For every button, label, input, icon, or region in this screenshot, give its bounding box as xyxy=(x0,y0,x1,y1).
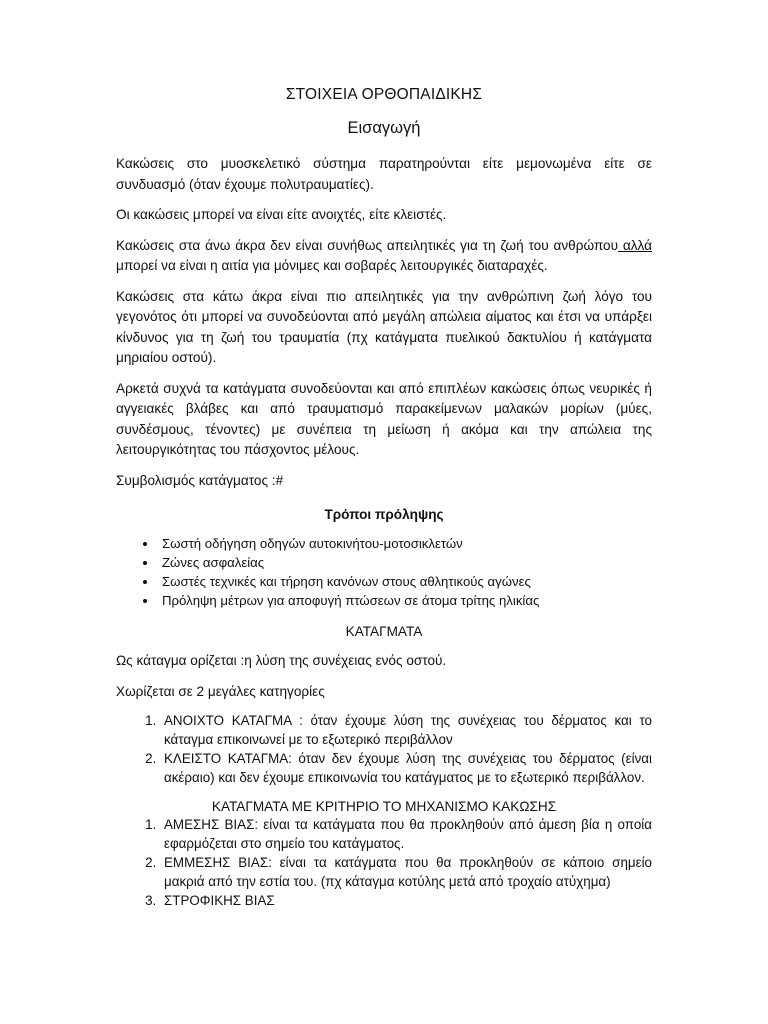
paragraph-fracture-symbol: Συμβολισμός κατάγματος :# xyxy=(116,472,284,488)
mechanism-list xyxy=(116,816,652,911)
paragraph-fracture-definition: Ως κάταγμα ορίζεται :η λύση της συνέχειας ενός οστού. xyxy=(116,653,447,668)
paragraph-upper-limbs xyxy=(116,236,652,277)
list-item: • Σωστές τεχνικές και τήρηση κανόνων στους αθλητικούς αγώνες xyxy=(158,572,652,591)
paragraph-open-closed: Οι κακώσεις μπορεί να είναι είτε ανοιχτές, είτε κλειστές. xyxy=(116,207,447,222)
list-item: 2. ΕΜΜΕΣΗΣ ΒΙΑΣ: είναι τα κατάγματα που θα προκληθούν σε κάποιο σημείο μακριά από την εστία του. (πχ κάταγμα κοτύλης μετά από τροχαίο ατύχημα) xyxy=(160,854,652,891)
underlined-word: αλλά xyxy=(618,237,652,253)
list-item: • Σωστή οδήγηση οδηγών αυτοκινήτου-μοτοσικλετών xyxy=(158,534,652,553)
paragraph-lower-limbs: Κακώσεις στα κάτω άκρα είναι πιο απειλητικές για την ανθρώπινη ζωή λόγο του γεγονότος ότι μπορεί να συνοδεύονται από μεγάλη απώλεια αίματος και έτσι να υπάρξει κίνδυνος για τη ζωή του τραυματία (πχ κατάγματα πυελικού δακτυλίου ή κατάγματα μηριαίου οστού). xyxy=(116,288,652,365)
fracture-categories-list xyxy=(116,712,652,787)
list-item: 3. ΣΤΡΟΦΙΚΗΣ ΒΙΑΣ xyxy=(160,892,652,911)
prevention-heading: Τρόποι πρόληψης xyxy=(324,507,444,522)
list-item: • Πρόληψη μέτρων για αποφυγή πτώσεων σε άτομα τρίτης ηλικίας xyxy=(158,591,652,610)
section-title-introduction: Εισαγωγή xyxy=(347,119,421,137)
mechanism-heading: ΚΑΤΑΓΜΑΤΑ ΜΕ ΚΡΙΤΗΡΙΟ ΤΟ ΜΗΧΑΝΙΣΜΟ ΚΑΚΩΣΗΣ xyxy=(211,799,557,814)
upper-limbs-text-end: μπορεί να είναι η αιτία για μόνιμες και σοβαρές λειτουργικές διαταραχές. xyxy=(116,258,548,273)
upper-limbs-text-start: Κακώσεις στα άνω άκρα δεν είναι συνήθως απειλητικές για τη ζωή του ανθρώπου xyxy=(116,237,619,253)
fractures-heading: ΚΑΤΑΓΜΑΤΑ xyxy=(345,624,423,639)
list-item: • Ζώνες ασφαλείας xyxy=(158,553,652,572)
list-item: 2. ΚΛΕΙΣΤΟ ΚΑΤΑΓΜΑ: όταν δεν έχουμε λύση της συνέχειας του δέρματος (είναι ακέραιο) και δεν έχουμε επικοινωνία του κατάγματος με το εξωτερικό περιβάλλον. xyxy=(160,750,652,787)
prevention-list xyxy=(116,534,652,610)
paragraph-complications: Αρκετά συχνά τα κατάγματα συνοδεύονται και από επιπλέων κακώσεις όπως νευρικές ή αγγειακές βλάβες και από τραυματισμό παρακείμενων μαλακών μορίων (μύες, συνδέσμους, τένοντες) με συνέπεια τη μείωση ή ακόμα και την απώλεια της λειτουργικότητας του πάσχοντος μέλους. xyxy=(116,380,652,457)
list-item: 1. ΑΜΕΣΗΣ ΒΙΑΣ: είναι τα κατάγματα που θα προκληθούν από άμεση βία η οποία εφαρμόζεται στο σημείο του κατάγματος. xyxy=(160,816,652,853)
paragraph-injuries: Κακώσεις στο μυοσκελετικό σύστημα παρατηρούνται είτε μεμονωμένα είτε σε συνδυασμό (όταν έχουμε πολυτραυματίες). xyxy=(116,156,652,192)
paragraph-categories-intro: Χωρίζεται σε 2 μεγάλες κατηγορίες xyxy=(116,683,325,699)
page-title: ΣΤΟΙΧΕΙΑ ΟΡΘΟΠΑΙΔΙΚΗΣ xyxy=(285,86,483,103)
list-item: 1. ΑΝΟΙΧΤΟ ΚΑΤΑΓΜΑ : όταν έχουμε λύση της συνέχειας του δέρματος και το κάταγμα επικοινωνεί με το εξωτερικό περιβάλλον xyxy=(160,712,652,749)
